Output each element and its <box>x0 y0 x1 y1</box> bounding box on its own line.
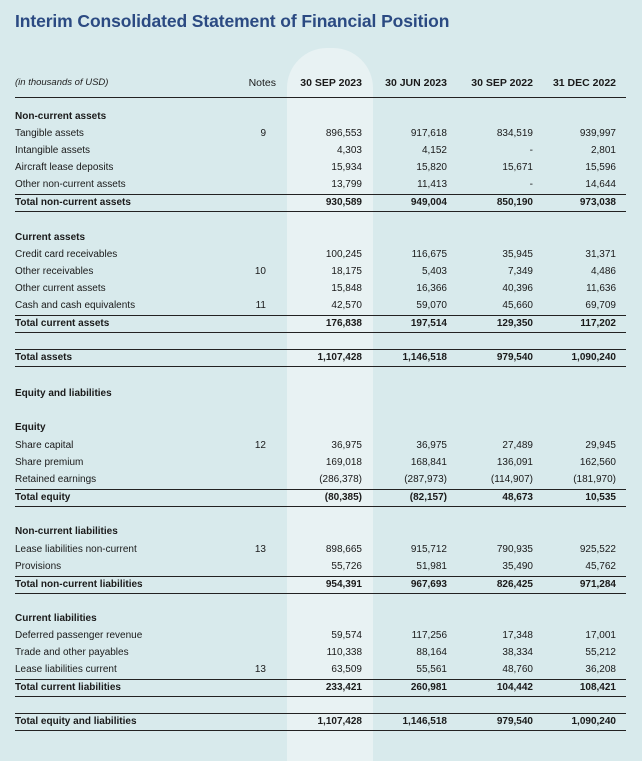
cell-value: 15,596 <box>585 162 616 173</box>
cell-value: 169,018 <box>325 457 362 468</box>
cell-value: 63,509 <box>331 664 362 675</box>
col-header-sep-2022: 30 SEP 2022 <box>471 77 533 89</box>
cell-value: 31,371 <box>585 249 616 260</box>
cell-value: 69,709 <box>585 300 616 311</box>
cell-value: 4,152 <box>421 145 447 156</box>
cell-value: 4,486 <box>590 266 616 277</box>
section-heading <box>0 420 642 437</box>
cell-value: - <box>529 145 533 156</box>
cell-value: 7,349 <box>507 266 533 277</box>
col-header-dec-2022: 31 DEC 2022 <box>552 77 616 89</box>
table-row <box>0 438 642 455</box>
row-label: Other current assets <box>15 283 106 294</box>
total-label: Total equity <box>15 492 71 503</box>
cell-value: 925,522 <box>579 544 616 555</box>
row-label: Deferred passenger revenue <box>15 630 143 641</box>
cell-value: 48,760 <box>502 664 533 675</box>
table-row <box>0 662 642 679</box>
cell-value: 36,975 <box>331 440 362 451</box>
total-value: 954,391 <box>325 579 362 590</box>
cell-value: 15,671 <box>502 162 533 173</box>
cell-value: 13,799 <box>331 179 362 190</box>
row-label: Other non-current assets <box>15 179 126 190</box>
section-heading-label: Current liabilities <box>15 613 97 624</box>
cell-value: 17,001 <box>585 630 616 641</box>
cell-value: (286,378) <box>319 474 362 485</box>
total-value: 1,146,518 <box>402 716 447 727</box>
cell-value: 45,762 <box>585 561 616 572</box>
cell-value: 14,644 <box>585 179 616 190</box>
cell-value: 790,935 <box>496 544 533 555</box>
total-value: 104,442 <box>496 682 533 693</box>
units-caption: (in thousands of USD) <box>15 77 109 88</box>
table-row <box>0 628 642 645</box>
total-value: 129,350 <box>496 318 533 329</box>
cell-value: 11,413 <box>417 179 447 190</box>
table-row <box>0 298 642 315</box>
section-heading-label: Current assets <box>15 232 86 243</box>
cell-value: 168,841 <box>410 457 447 468</box>
header-rule <box>15 97 626 98</box>
cell-value: 5,403 <box>421 266 447 277</box>
cell-value: 59,070 <box>416 300 447 311</box>
total-value: 260,981 <box>410 682 447 693</box>
total-label: Total non-current liabilities <box>15 579 143 590</box>
cell-value: 51,981 <box>416 561 447 572</box>
cell-value: 45,660 <box>502 300 533 311</box>
page-title: Interim Consolidated Statement of Financial Position <box>15 11 450 31</box>
section-heading-label: Non-current liabilities <box>15 526 118 537</box>
table-row <box>0 160 642 177</box>
section-heading-label: Equity <box>15 422 46 433</box>
section-heading-label: Non-current assets <box>15 111 107 122</box>
table-row <box>0 247 642 264</box>
table-row <box>0 472 642 489</box>
table-row <box>0 645 642 662</box>
total-value: 1,090,240 <box>571 716 616 727</box>
row-label: Credit card receivables <box>15 249 118 260</box>
total-value: 971,284 <box>579 579 616 590</box>
row-label: Lease liabilities current <box>15 664 117 675</box>
row-label: Tangible assets <box>15 128 84 139</box>
table-row <box>0 542 642 559</box>
cell-value: 59,574 <box>331 630 362 641</box>
table-row <box>0 559 642 576</box>
cell-value: 35,945 <box>502 249 533 260</box>
total-row <box>15 489 626 507</box>
cell-value: (287,973) <box>404 474 447 485</box>
section-heading <box>0 524 642 541</box>
total-value: 850,190 <box>496 197 533 208</box>
grand-total-row <box>15 349 626 367</box>
total-row <box>15 576 626 594</box>
section-heading-label: Equity and liabilities <box>15 388 112 399</box>
row-note: 11 <box>255 300 266 311</box>
cell-value: 35,490 <box>502 561 533 572</box>
table-row <box>0 177 642 194</box>
cell-value: 15,848 <box>331 283 362 294</box>
cell-value: 136,091 <box>496 457 533 468</box>
cell-value: 55,561 <box>416 664 447 675</box>
cell-value: 16,366 <box>416 283 447 294</box>
total-value: 108,421 <box>579 682 616 693</box>
cell-value: 15,820 <box>416 162 447 173</box>
total-value: 967,693 <box>410 579 447 590</box>
cell-value: 27,489 <box>502 440 533 451</box>
cell-value: 18,175 <box>331 266 362 277</box>
cell-value: 40,396 <box>502 283 533 294</box>
cell-value: 162,560 <box>579 457 616 468</box>
table-row <box>0 455 642 472</box>
row-label: Other receivables <box>15 266 94 277</box>
total-value: 949,004 <box>410 197 447 208</box>
notes-header: Notes <box>248 77 276 89</box>
cell-value: 896,553 <box>325 128 362 139</box>
total-value: 10,535 <box>585 492 616 503</box>
section-heading <box>0 611 642 628</box>
total-value: 1,107,428 <box>317 716 362 727</box>
cell-value: 36,208 <box>585 664 616 675</box>
cell-value: 898,665 <box>325 544 362 555</box>
section-heading <box>0 386 642 403</box>
grand-total-row <box>15 713 626 731</box>
cell-value: (114,907) <box>490 474 533 485</box>
cell-value: 88,164 <box>416 647 447 658</box>
total-row <box>15 315 626 333</box>
table-row <box>0 126 642 143</box>
row-label: Retained earnings <box>15 474 97 485</box>
cell-value: 55,726 <box>331 561 362 572</box>
cell-value: 834,519 <box>496 128 533 139</box>
row-label: Provisions <box>15 561 62 572</box>
cell-value: 116,675 <box>411 249 447 260</box>
total-value: 117,202 <box>580 318 616 329</box>
total-label: Total equity and liabilities <box>15 716 137 727</box>
cell-value: 17,348 <box>502 630 533 641</box>
section-heading <box>0 230 642 247</box>
cell-value: - <box>529 179 533 190</box>
cell-value: 55,212 <box>585 647 616 658</box>
cell-value: 110,338 <box>326 647 362 658</box>
total-value: 973,038 <box>579 197 616 208</box>
row-label: Trade and other payables <box>15 647 129 658</box>
total-row <box>15 194 626 212</box>
total-label: Total current liabilities <box>15 682 121 693</box>
row-note: 13 <box>254 544 266 555</box>
row-note: 12 <box>254 440 266 451</box>
total-value: 979,540 <box>496 716 533 727</box>
cell-value: 915,712 <box>410 544 447 555</box>
total-value: 233,421 <box>325 682 362 693</box>
row-note: 13 <box>254 664 266 675</box>
cell-value: 939,997 <box>579 128 616 139</box>
total-value: 1,090,240 <box>571 352 616 363</box>
cell-value: 917,618 <box>410 128 447 139</box>
row-label: Intangible assets <box>15 145 91 156</box>
cell-value: 4,303 <box>336 145 362 156</box>
col-header-jun-2023: 30 JUN 2023 <box>385 77 447 89</box>
total-value: 826,425 <box>496 579 533 590</box>
cell-value: 38,334 <box>502 647 533 658</box>
total-value: 1,107,428 <box>317 352 362 363</box>
total-value: 176,838 <box>325 318 362 329</box>
cell-value: 117,256 <box>411 630 447 641</box>
cell-value: (181,970) <box>573 474 616 485</box>
total-value: 48,673 <box>502 492 533 503</box>
row-note: 9 <box>260 128 266 139</box>
total-label: Total non-current assets <box>15 197 131 208</box>
col-header-sep-2023: 30 SEP 2023 <box>300 77 362 89</box>
row-label: Aircraft lease deposits <box>15 162 114 173</box>
row-label: Lease liabilities non-current <box>15 544 137 555</box>
total-value: 930,589 <box>325 197 362 208</box>
total-label: Total assets <box>15 352 73 363</box>
cell-value: 100,245 <box>325 249 362 260</box>
cell-value: 29,945 <box>585 440 616 451</box>
table-row <box>0 281 642 298</box>
total-value: 197,514 <box>410 318 447 329</box>
row-label: Cash and cash equivalents <box>15 300 136 311</box>
row-note: 10 <box>254 266 266 277</box>
row-label: Share premium <box>15 457 84 468</box>
cell-value: 2,801 <box>590 145 616 156</box>
total-value: 1,146,518 <box>402 352 447 363</box>
section-heading <box>0 109 642 126</box>
table-row <box>0 264 642 281</box>
cell-value: 15,934 <box>331 162 362 173</box>
total-value: (80,385) <box>324 492 362 503</box>
total-label: Total current assets <box>15 318 110 329</box>
total-row <box>15 679 626 697</box>
cell-value: 42,570 <box>331 300 362 311</box>
cell-value: 11,636 <box>586 283 616 294</box>
table-row <box>0 143 642 160</box>
total-value: (82,157) <box>409 492 447 503</box>
cell-value: 36,975 <box>416 440 447 451</box>
row-label: Share capital <box>15 440 74 451</box>
total-value: 979,540 <box>496 352 533 363</box>
